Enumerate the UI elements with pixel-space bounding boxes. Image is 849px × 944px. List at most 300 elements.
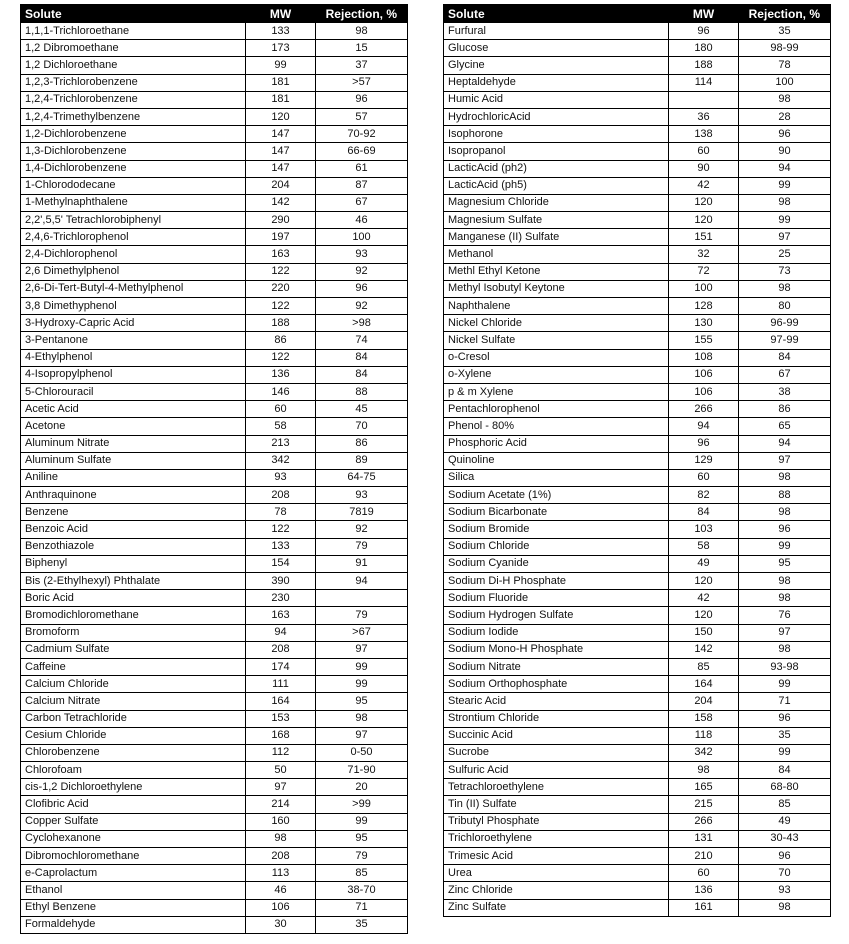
table-row: [444, 590, 831, 607]
cell-solute: Sodium Bromide: [444, 521, 669, 538]
table-header-row: [21, 5, 408, 23]
cell-rejection: 89: [316, 452, 408, 469]
cell-mw: 42: [669, 177, 739, 194]
cell-solute: Sodium Nitrate: [444, 658, 669, 675]
cell-rejection: 86: [739, 401, 831, 418]
cell-solute: 1-Methylnaphthalene: [21, 194, 246, 211]
cell-solute: Clofibric Acid: [21, 796, 246, 813]
cell-rejection: 93: [316, 246, 408, 263]
table-row: [444, 212, 831, 229]
cell-solute: Strontium Chloride: [444, 710, 669, 727]
cell-mw: 147: [246, 126, 316, 143]
cell-solute: Caffeine: [21, 658, 246, 675]
table-row: [444, 641, 831, 658]
table-row: [444, 865, 831, 882]
cell-mw: 214: [246, 796, 316, 813]
cell-solute: Cyclohexanone: [21, 830, 246, 847]
cell-mw: 97: [246, 779, 316, 796]
cell-solute: Bis (2-Ethylhexyl) Phthalate: [21, 573, 246, 590]
table-row: [444, 452, 831, 469]
table-row: [21, 521, 408, 538]
table-row: [444, 435, 831, 452]
cell-rejection: 79: [316, 538, 408, 555]
cell-mw: 173: [246, 40, 316, 57]
cell-mw: 96: [669, 435, 739, 452]
cell-mw: 133: [246, 23, 316, 40]
cell-solute: 1,2 Dibromoethane: [21, 40, 246, 57]
cell-solute: Sodium Acetate (1%): [444, 487, 669, 504]
cell-mw: 98: [246, 830, 316, 847]
cell-mw: 147: [246, 143, 316, 160]
cell-rejection: 96-99: [739, 315, 831, 332]
cell-mw: 84: [669, 504, 739, 521]
table-row: [444, 74, 831, 91]
cell-mw: 342: [669, 744, 739, 761]
table-header-row: [444, 5, 831, 23]
table-row: [21, 624, 408, 641]
cell-mw: 120: [669, 573, 739, 590]
cell-rejection: 57: [316, 108, 408, 125]
cell-rejection: 66-69: [316, 143, 408, 160]
cell-mw: 120: [246, 108, 316, 125]
cell-solute: e-Caprolactum: [21, 865, 246, 882]
table-row: [21, 779, 408, 796]
table-row: [21, 573, 408, 590]
cell-mw: 164: [246, 693, 316, 710]
cell-mw: 188: [246, 315, 316, 332]
cell-mw: 208: [246, 848, 316, 865]
cell-solute: Magnesium Sulfate: [444, 212, 669, 229]
table-row: [21, 229, 408, 246]
table-row: [444, 796, 831, 813]
cell-rejection: 98: [739, 194, 831, 211]
cell-rejection: 96: [316, 280, 408, 297]
cell-solute: Sodium Fluoride: [444, 590, 669, 607]
table-row: [21, 796, 408, 813]
cell-rejection: 91: [316, 555, 408, 572]
cell-solute: Sodium Iodide: [444, 624, 669, 641]
cell-mw: 120: [669, 607, 739, 624]
cell-mw: 168: [246, 727, 316, 744]
cell-solute: 4-Ethylphenol: [21, 349, 246, 366]
cell-mw: 129: [669, 452, 739, 469]
table-row: [21, 383, 408, 400]
cell-rejection: 98: [739, 573, 831, 590]
cell-solute: Glucose: [444, 40, 669, 57]
header-rejection: Rejection, %: [739, 5, 831, 23]
cell-rejection: 38-70: [316, 882, 408, 899]
header-solute: Solute: [444, 5, 669, 23]
cell-rejection: 70: [739, 865, 831, 882]
table-row: [21, 40, 408, 57]
cell-solute: Methl Ethyl Ketone: [444, 263, 669, 280]
cell-solute: Tributyl Phosphate: [444, 813, 669, 830]
table-row: [21, 298, 408, 315]
table-row: [21, 693, 408, 710]
cell-mw: 103: [669, 521, 739, 538]
table-row: [444, 315, 831, 332]
cell-rejection: 97-99: [739, 332, 831, 349]
cell-mw: [669, 91, 739, 108]
cell-mw: 163: [246, 607, 316, 624]
cell-mw: 158: [669, 710, 739, 727]
cell-mw: 133: [246, 538, 316, 555]
cell-rejection: 70: [316, 418, 408, 435]
cell-rejection: 94: [739, 160, 831, 177]
cell-solute: Nickel Chloride: [444, 315, 669, 332]
cell-solute: 1,2,4-Trichlorobenzene: [21, 91, 246, 108]
cell-mw: 160: [246, 813, 316, 830]
table-row: [21, 865, 408, 882]
header-mw: MW: [246, 5, 316, 23]
cell-solute: Copper Sulfate: [21, 813, 246, 830]
cell-solute: 2,6-Di-Tert-Butyl-4-Methylphenol: [21, 280, 246, 297]
cell-rejection: 98: [316, 23, 408, 40]
cell-mw: 266: [669, 813, 739, 830]
cell-rejection: 85: [739, 796, 831, 813]
cell-solute: Trichloroethylene: [444, 830, 669, 847]
table-row: [444, 177, 831, 194]
cell-mw: 136: [246, 366, 316, 383]
cell-rejection: 97: [316, 641, 408, 658]
cell-rejection: 99: [739, 676, 831, 693]
cell-mw: 36: [669, 108, 739, 125]
cell-solute: o-Cresol: [444, 349, 669, 366]
cell-solute: Zinc Chloride: [444, 882, 669, 899]
cell-mw: 94: [246, 624, 316, 641]
cell-solute: 2,6 Dimethylphenol: [21, 263, 246, 280]
cell-mw: 204: [669, 693, 739, 710]
table-row: [444, 607, 831, 624]
table-row: [444, 710, 831, 727]
cell-rejection: 49: [739, 813, 831, 830]
cell-mw: 82: [669, 487, 739, 504]
cell-mw: 181: [246, 91, 316, 108]
cell-rejection: 85: [316, 865, 408, 882]
table-row: [21, 882, 408, 899]
table-row: [444, 57, 831, 74]
table-row: [444, 263, 831, 280]
cell-solute: 1-Chlorododecane: [21, 177, 246, 194]
cell-rejection: 86: [316, 435, 408, 452]
table-row: [444, 298, 831, 315]
cell-solute: 5-Chlorouracil: [21, 383, 246, 400]
table-row: [21, 263, 408, 280]
cell-rejection: [316, 590, 408, 607]
cell-rejection: 93: [739, 882, 831, 899]
cell-mw: 100: [669, 280, 739, 297]
cell-mw: 142: [669, 641, 739, 658]
cell-mw: 208: [246, 641, 316, 658]
cell-solute: 1,2,3-Trichlorobenzene: [21, 74, 246, 91]
cell-mw: 146: [246, 383, 316, 400]
cell-mw: 42: [669, 590, 739, 607]
cell-solute: o-Xylene: [444, 366, 669, 383]
cell-mw: 390: [246, 573, 316, 590]
table-row: [444, 624, 831, 641]
cell-mw: 130: [669, 315, 739, 332]
table-row: [21, 830, 408, 847]
cell-solute: Bromoform: [21, 624, 246, 641]
cell-mw: 210: [669, 848, 739, 865]
table-row: [21, 435, 408, 452]
cell-rejection: 96: [316, 91, 408, 108]
cell-mw: 122: [246, 521, 316, 538]
table-row: [444, 229, 831, 246]
table-row: [21, 607, 408, 624]
cell-rejection: 79: [316, 607, 408, 624]
cell-rejection: 65: [739, 418, 831, 435]
cell-rejection: 61: [316, 160, 408, 177]
cell-solute: Methanol: [444, 246, 669, 263]
cell-solute: Boric Acid: [21, 590, 246, 607]
cell-mw: 213: [246, 435, 316, 452]
cell-solute: 3,8 Dimethyphenol: [21, 298, 246, 315]
cell-solute: Chlorofoam: [21, 762, 246, 779]
cell-rejection: 38: [739, 383, 831, 400]
cell-solute: Dibromochloromethane: [21, 848, 246, 865]
table-row: [444, 108, 831, 125]
table-row: [444, 830, 831, 847]
cell-solute: Glycine: [444, 57, 669, 74]
table-row: [444, 401, 831, 418]
cell-solute: 1,1,1-Trichloroethane: [21, 23, 246, 40]
cell-solute: Isophorone: [444, 126, 669, 143]
cell-solute: Formaldehyde: [21, 916, 246, 933]
cell-rejection: 73: [739, 263, 831, 280]
table-row: [444, 40, 831, 57]
table-row: [444, 487, 831, 504]
cell-mw: 136: [669, 882, 739, 899]
cell-solute: Sodium Di-H Phosphate: [444, 573, 669, 590]
cell-solute: Sucrobe: [444, 744, 669, 761]
table-row: [444, 383, 831, 400]
cell-mw: 85: [669, 658, 739, 675]
cell-rejection: 99: [316, 813, 408, 830]
table-row: [21, 487, 408, 504]
cell-solute: Aluminum Nitrate: [21, 435, 246, 452]
cell-rejection: 98: [739, 91, 831, 108]
cell-mw: 181: [246, 74, 316, 91]
cell-rejection: 71: [739, 693, 831, 710]
table-row: [21, 143, 408, 160]
cell-mw: 106: [246, 899, 316, 916]
cell-rejection: 92: [316, 298, 408, 315]
cell-rejection: 70-92: [316, 126, 408, 143]
table-row: [444, 91, 831, 108]
table-row: [444, 555, 831, 572]
cell-solute: LacticAcid (ph2): [444, 160, 669, 177]
cell-rejection: >99: [316, 796, 408, 813]
cell-solute: Ethyl Benzene: [21, 899, 246, 916]
table-row: [21, 469, 408, 486]
cell-rejection: 94: [316, 573, 408, 590]
table-row: [21, 332, 408, 349]
cell-rejection: 96: [739, 521, 831, 538]
cell-rejection: 88: [316, 383, 408, 400]
table-row: [444, 504, 831, 521]
cell-rejection: 25: [739, 246, 831, 263]
cell-solute: Sodium Orthophosphate: [444, 676, 669, 693]
table-row: [21, 108, 408, 125]
cell-solute: Sulfuric Acid: [444, 762, 669, 779]
cell-solute: Aluminum Sulfate: [21, 452, 246, 469]
cell-mw: 163: [246, 246, 316, 263]
table-row: [444, 727, 831, 744]
cell-rejection: 35: [739, 727, 831, 744]
cell-rejection: 78: [739, 57, 831, 74]
cell-solute: 1,2,4-Trimethylbenzene: [21, 108, 246, 125]
cell-rejection: 96: [739, 710, 831, 727]
table-row: [21, 848, 408, 865]
cell-solute: Bromodichloromethane: [21, 607, 246, 624]
cell-solute: Methyl Isobutyl Keytone: [444, 280, 669, 297]
cell-mw: 174: [246, 658, 316, 675]
cell-mw: 161: [669, 899, 739, 916]
cell-rejection: 95: [316, 830, 408, 847]
cell-rejection: 100: [739, 74, 831, 91]
cell-rejection: 93: [316, 487, 408, 504]
cell-rejection: 28: [739, 108, 831, 125]
table-row: [444, 332, 831, 349]
table-row: [21, 57, 408, 74]
cell-solute: Pentachlorophenol: [444, 401, 669, 418]
table-row: [444, 882, 831, 899]
cell-mw: 30: [246, 916, 316, 933]
cell-rejection: 100: [316, 229, 408, 246]
cell-rejection: 98: [739, 641, 831, 658]
cell-rejection: 80: [739, 298, 831, 315]
cell-mw: 86: [246, 332, 316, 349]
cell-solute: Zinc Sulfate: [444, 899, 669, 916]
cell-mw: 93: [246, 469, 316, 486]
cell-solute: Phosphoric Acid: [444, 435, 669, 452]
cell-mw: 197: [246, 229, 316, 246]
cell-rejection: 15: [316, 40, 408, 57]
table-row: [21, 899, 408, 916]
cell-solute: Acetone: [21, 418, 246, 435]
table-row: [444, 23, 831, 40]
table-row: [444, 744, 831, 761]
cell-solute: 2,2',5,5' Tetrachlorobiphenyl: [21, 212, 246, 229]
cell-solute: Benzothiazole: [21, 538, 246, 555]
cell-mw: 96: [669, 23, 739, 40]
cell-solute: Aniline: [21, 469, 246, 486]
cell-mw: 60: [246, 401, 316, 418]
cell-rejection: 84: [739, 762, 831, 779]
cell-solute: Magnesium Chloride: [444, 194, 669, 211]
cell-solute: 3-Pentanone: [21, 332, 246, 349]
cell-mw: 230: [246, 590, 316, 607]
cell-solute: Anthraquinone: [21, 487, 246, 504]
cell-rejection: 84: [316, 366, 408, 383]
cell-rejection: 98: [739, 469, 831, 486]
cell-mw: 72: [669, 263, 739, 280]
cell-solute: Succinic Acid: [444, 727, 669, 744]
cell-mw: 112: [246, 744, 316, 761]
cell-solute: Quinoline: [444, 452, 669, 469]
cell-solute: Trimesic Acid: [444, 848, 669, 865]
cell-mw: 118: [669, 727, 739, 744]
cell-rejection: 99: [739, 538, 831, 555]
cell-rejection: 76: [739, 607, 831, 624]
table-row: [21, 813, 408, 830]
cell-mw: 180: [669, 40, 739, 57]
cell-rejection: 96: [739, 126, 831, 143]
cell-solute: 3-Hydroxy-Capric Acid: [21, 315, 246, 332]
table-row: [444, 899, 831, 916]
cell-solute: Carbon Tetrachloride: [21, 710, 246, 727]
cell-mw: 164: [669, 676, 739, 693]
table-row: [444, 469, 831, 486]
table-row: [444, 813, 831, 830]
cell-solute: Humic Acid: [444, 91, 669, 108]
cell-solute: 2,4-Dichlorophenol: [21, 246, 246, 263]
rejection-table-left: [20, 4, 408, 934]
cell-rejection: 84: [316, 349, 408, 366]
cell-solute: Sodium Mono-H Phosphate: [444, 641, 669, 658]
table-row: [444, 349, 831, 366]
table-row: [21, 280, 408, 297]
cell-mw: 58: [246, 418, 316, 435]
cell-mw: 122: [246, 298, 316, 315]
cell-solute: Phenol - 80%: [444, 418, 669, 435]
cell-rejection: 95: [316, 693, 408, 710]
cell-rejection: 30-43: [739, 830, 831, 847]
cell-rejection: 98: [316, 710, 408, 727]
table-row: [444, 143, 831, 160]
cell-solute: Chlorobenzene: [21, 744, 246, 761]
cell-rejection: 71-90: [316, 762, 408, 779]
table-row: [444, 194, 831, 211]
cell-mw: 290: [246, 212, 316, 229]
cell-rejection: 98: [739, 590, 831, 607]
header-solute: Solute: [21, 5, 246, 23]
cell-rejection: 92: [316, 521, 408, 538]
cell-rejection: 94: [739, 435, 831, 452]
cell-solute: Nickel Sulfate: [444, 332, 669, 349]
cell-mw: 165: [669, 779, 739, 796]
cell-mw: 106: [669, 366, 739, 383]
cell-solute: cis-1,2 Dichloroethylene: [21, 779, 246, 796]
cell-mw: 131: [669, 830, 739, 847]
table-row: [21, 246, 408, 263]
cell-rejection: 79: [316, 848, 408, 865]
table-row: [444, 573, 831, 590]
table-row: [21, 126, 408, 143]
table-row: [21, 710, 408, 727]
cell-mw: 122: [246, 263, 316, 280]
cell-rejection: 71: [316, 899, 408, 916]
table-row: [21, 23, 408, 40]
cell-mw: 154: [246, 555, 316, 572]
cell-rejection: 46: [316, 212, 408, 229]
cell-mw: 60: [669, 143, 739, 160]
cell-rejection: 96: [739, 848, 831, 865]
table-row: [444, 521, 831, 538]
table-row: [21, 538, 408, 555]
cell-mw: 142: [246, 194, 316, 211]
table-row: [21, 658, 408, 675]
cell-rejection: 99: [316, 676, 408, 693]
cell-rejection: 67: [739, 366, 831, 383]
cell-solute: Cadmium Sulfate: [21, 641, 246, 658]
table-row: [444, 160, 831, 177]
cell-rejection: 35: [739, 23, 831, 40]
table-row: [444, 693, 831, 710]
cell-rejection: >67: [316, 624, 408, 641]
cell-rejection: 90: [739, 143, 831, 160]
